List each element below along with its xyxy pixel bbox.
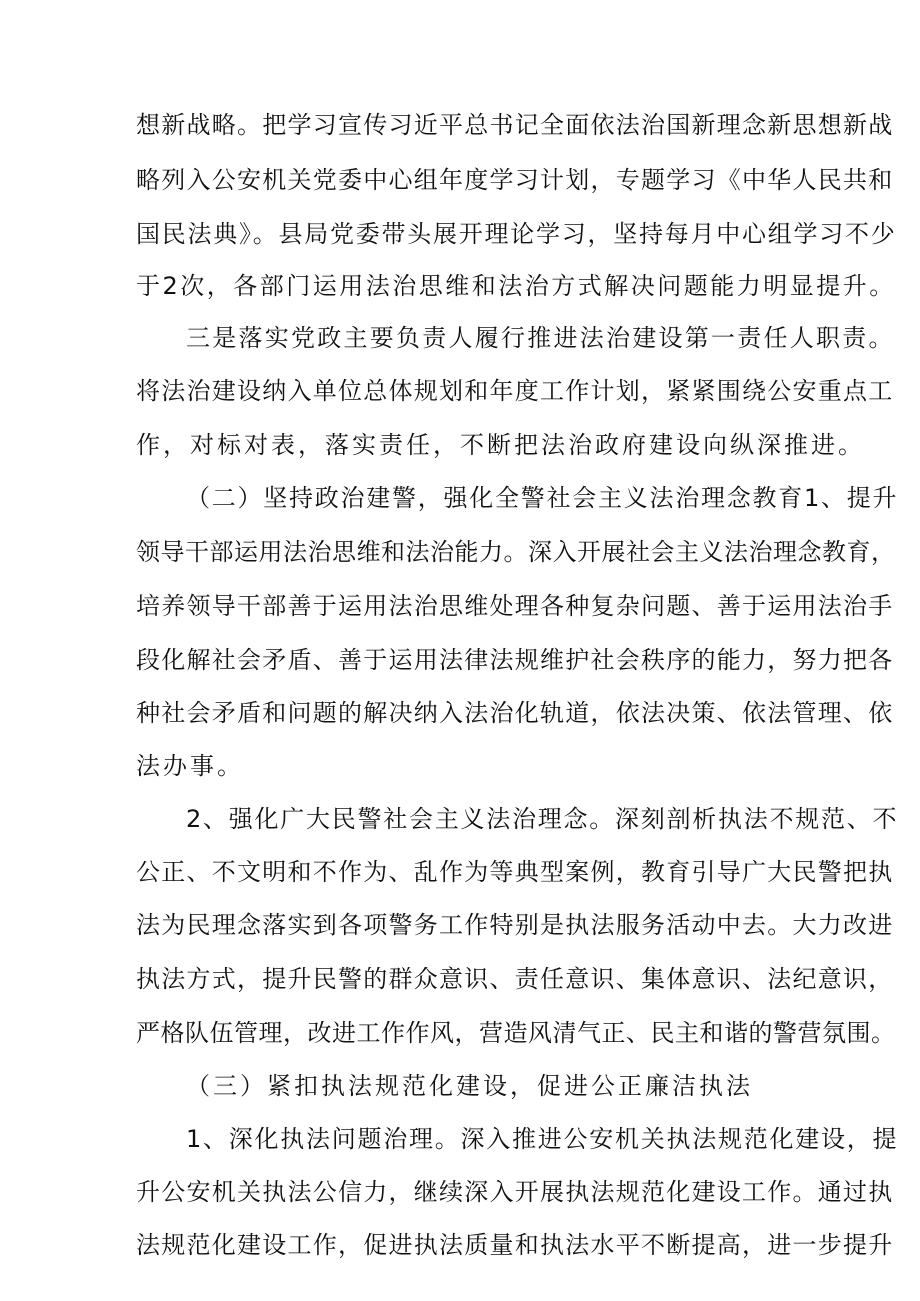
text-line-21: 升公安机关执法公信力，继续深入开展执法规范化建设工作。通过执: [136, 1178, 894, 1206]
text-line-5: 三是落实党政主要负责人履行推进法治建设第一责任人职责。: [186, 324, 895, 352]
text-line-12: 种社会矛盾和问题的解决纳入法治化轨道，依法决策、依法管理、依: [136, 699, 894, 727]
text-line-10: 培养领导干部善于运用法治思维处理各种复杂问题、善于运用法治手: [136, 592, 894, 620]
text-line-14: 2、强化广大民警社会主义法治理念。深刻剖析执法不规范、不: [186, 805, 899, 833]
text-line-18: 严格队伍管理，改进工作作风，营造风清气正、民主和谐的警营氛围。: [136, 1019, 896, 1047]
text-line-6: 将法治建设纳入单位总体规划和年度工作计划，紧紧围绕公安重点工: [136, 377, 894, 405]
text-line-3: 国民法典》。县局党委带头展开理论学习，坚持每月中心组学习不少: [136, 220, 897, 248]
text-line-22: 法规范化建设工作，促进执法质量和执法水平不断提高，进一步提升: [136, 1231, 894, 1259]
text-line-13: 法办事。: [136, 752, 244, 780]
text-line-20: 1、深化执法问题治理。深入推进公安机关执法规范化建设，提: [186, 1125, 899, 1153]
text-line-8: （二）坚持政治建警，强化全警社会主义法治理念教育1、提升: [186, 484, 899, 512]
text-line-17: 执法方式，提升民警的群众意识、责任意识、集体意识、法纪意识，: [136, 965, 894, 993]
text-line-4: 于2次，各部门运用法治思维和法治方式解决问题能力明显提升。: [136, 272, 896, 300]
text-line-2: 略列入公安机关党委中心组年度学习计划，专题学习《中华人民共和: [136, 166, 894, 194]
text-line-16: 法为民理念落实到各项警务工作特别是执法服务活动中去。大力改进: [136, 911, 894, 939]
text-line-7: 作，对标对表，落实责任，不断把法治政府建设向纵深推进。: [136, 431, 865, 459]
text-line-9: 领导干部运用法治思维和法治能力。深入开展社会主义法治理念教育，: [136, 538, 896, 566]
text-line-19: （三）紧扣执法规范化建设，促进公正廉洁执法: [186, 1072, 753, 1100]
text-line-15: 公正、不文明和不作为、乱作为等典型案例，教育引导广大民警把执: [136, 858, 894, 886]
text-line-1: 想新战略。把学习宣传习近平总书记全面依法治国新理念新思想新战: [136, 111, 894, 139]
text-line-11: 段化解社会矛盾、善于运用法律法规维护社会秩序的能力，努力把各: [136, 646, 894, 674]
